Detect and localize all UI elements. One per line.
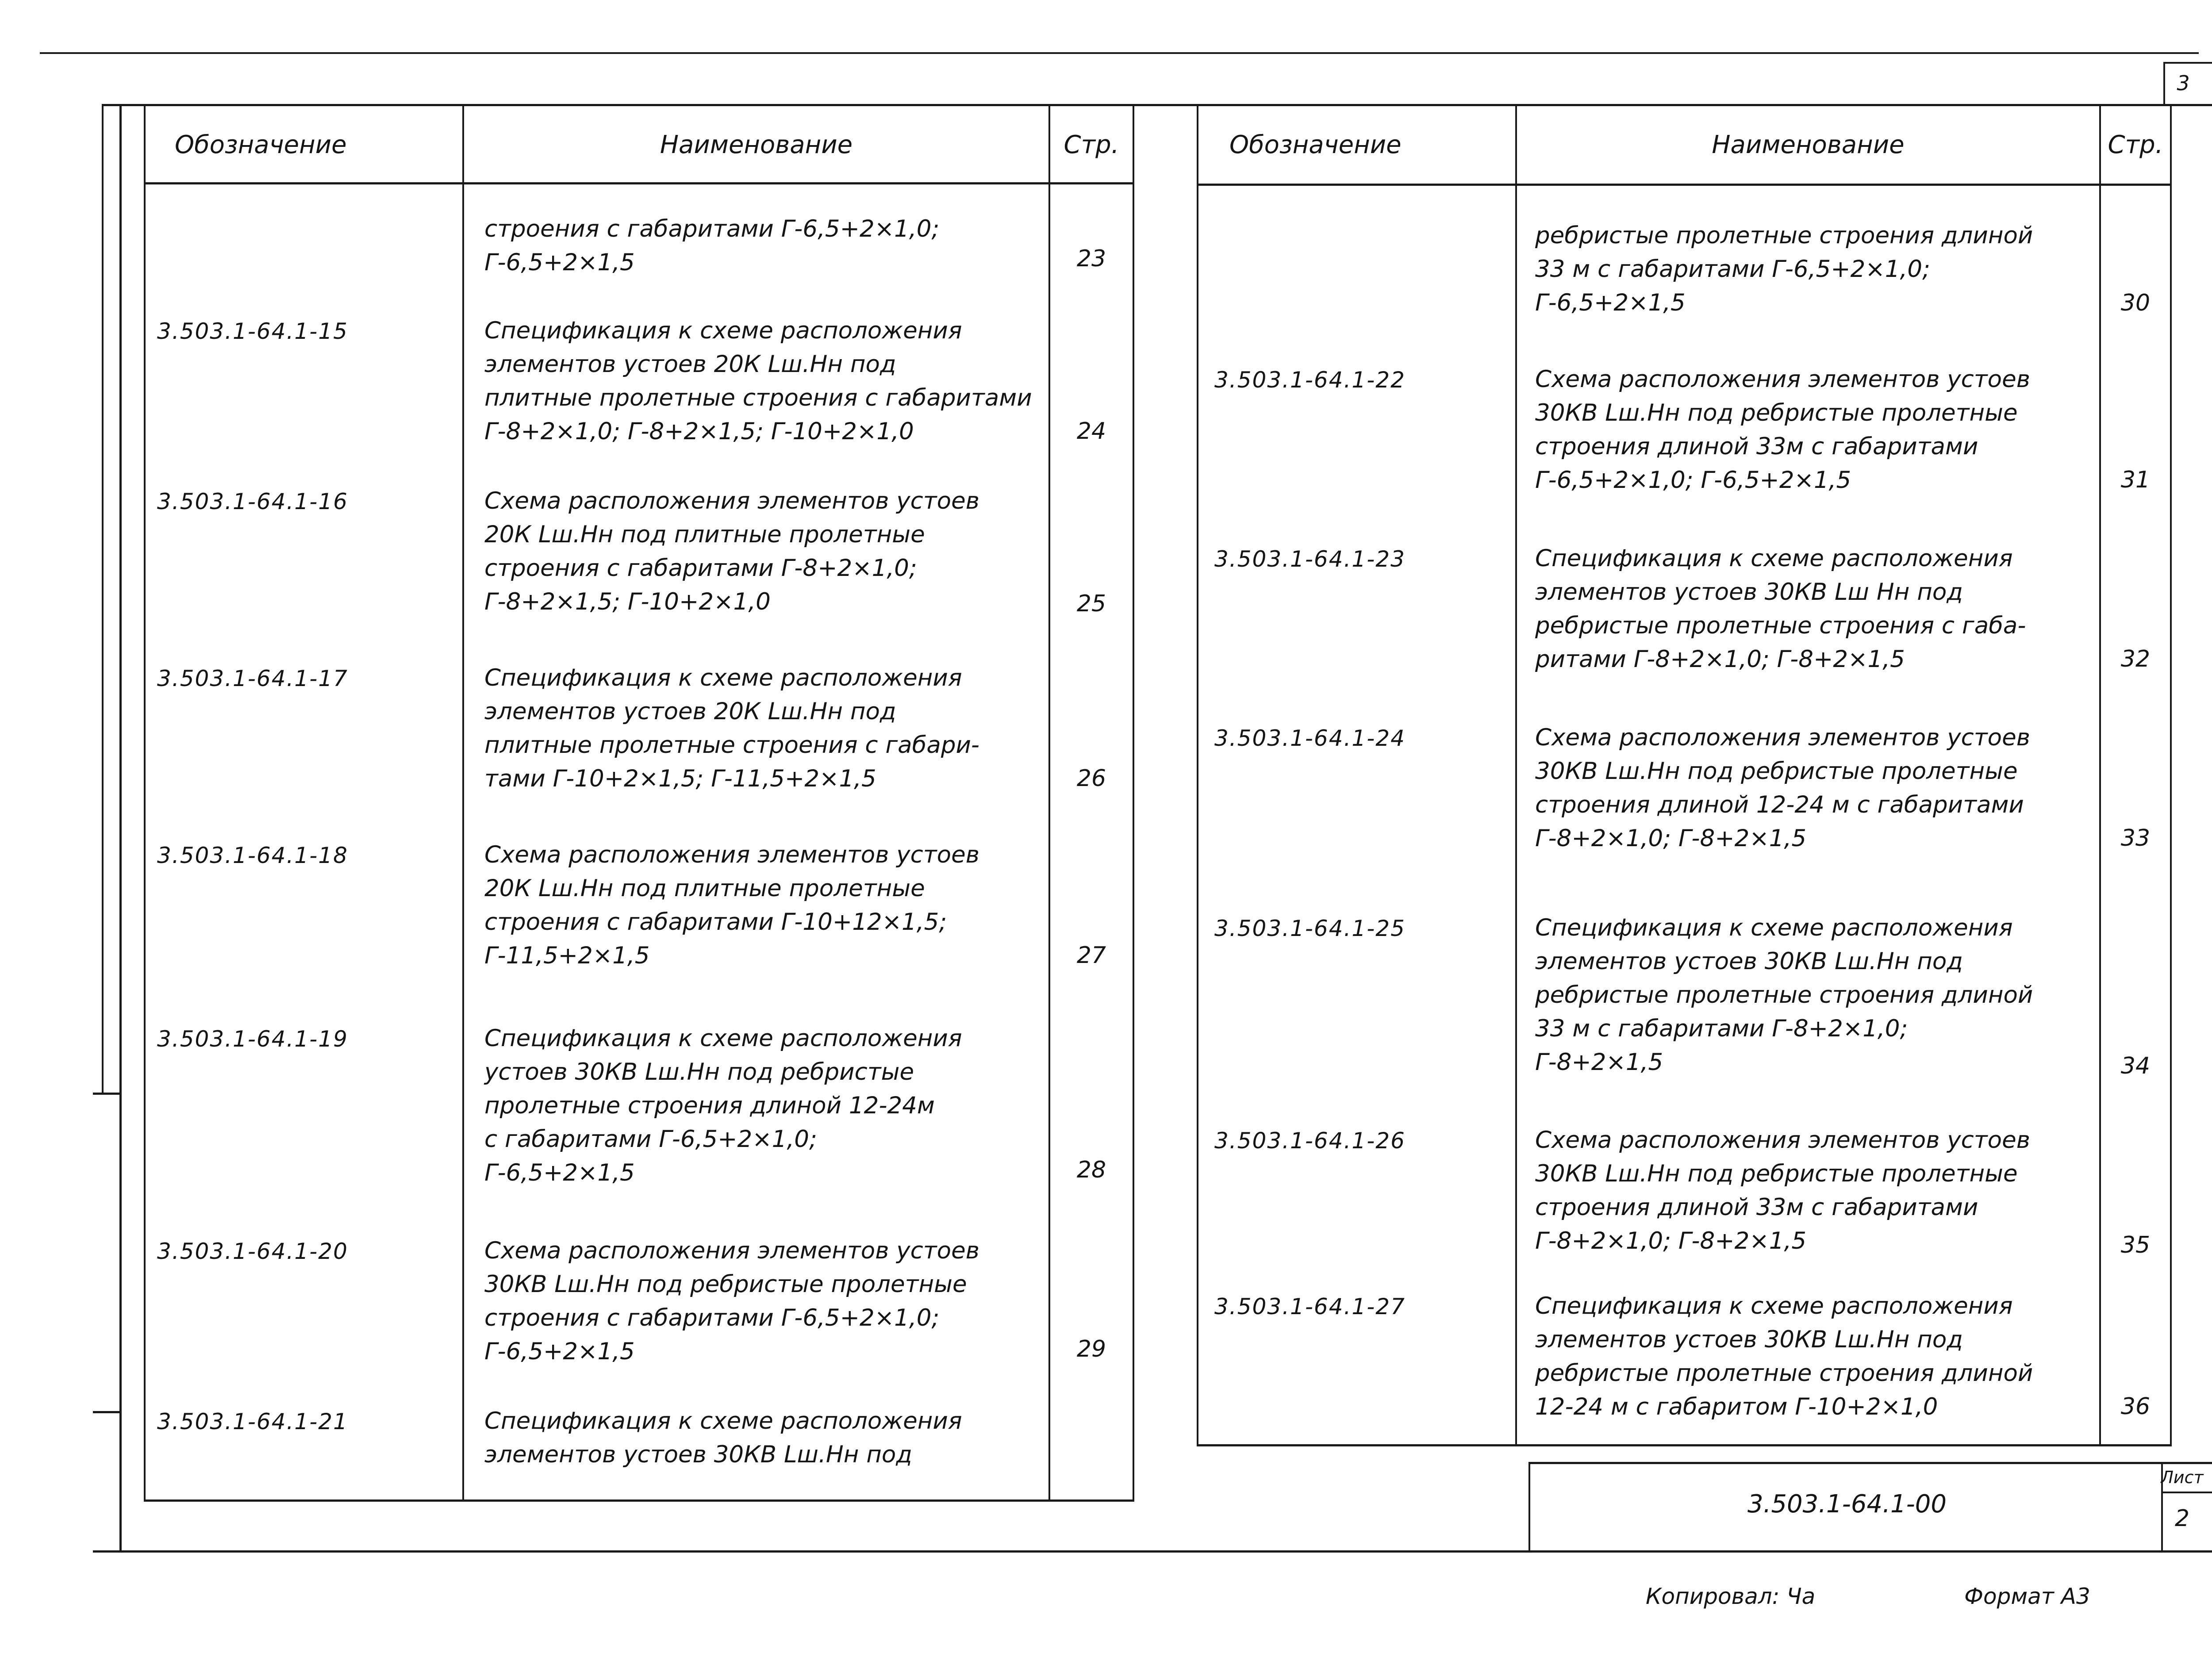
right-row-6-name: Спецификация к схеме расположения элементов устоев 30КВ Lш.Нн под ребристые пролетные строения длиной 12-24 м с габаритом Г-10+2×1,0 bbox=[1535, 1292, 2033, 1420]
left-row-6-code: 3.503.1-64.1-20 bbox=[157, 1239, 348, 1264]
left-col-line-0 bbox=[144, 106, 146, 1502]
left-row-5-name: Спецификация к схеме расположения устоев 30КВ Lш.Нн под ребристые пролетные строения длиной 12-24м с габаритами Г-6,5+2×1,0; Г-6,5+2×1,5 bbox=[484, 1025, 962, 1186]
left-tick-1 bbox=[93, 1093, 119, 1095]
sheet-number: 2 bbox=[2174, 1505, 2190, 1532]
right-row-3-page: 33 bbox=[2120, 825, 2151, 851]
left-header-page: Стр. bbox=[1064, 130, 1119, 159]
right-row-4-page: 34 bbox=[2120, 1053, 2151, 1079]
left-row-2-name: Схема расположения элементов устоев 20К Lш.Нн под плитные пролетные строения с габаритами Г-8+2×1,0; Г-8+2×1,5; Г-10+2×1,0 bbox=[484, 487, 979, 615]
right-bottom-rule bbox=[1197, 1444, 2172, 1446]
right-row-2-name: Спецификация к схеме расположения элементов устоев 30КВ Lш Нн под ребристые пролетные строения с габа- ритами Г-8+2×1,0; Г-8+2×1,5 bbox=[1535, 545, 2026, 673]
left-col-line-1 bbox=[462, 106, 464, 1502]
right-row-6-code: 3.503.1-64.1-27 bbox=[1214, 1294, 1406, 1319]
left-row-4-name: Схема расположения элементов устоев 20К Lш.Нн под плитные пролетные строения с габаритами Г-10+12×1,5; Г-11,5+2×1,5 bbox=[484, 841, 979, 969]
frame-left bbox=[119, 104, 122, 1553]
right-row-4-code: 3.503.1-64.1-25 bbox=[1214, 916, 1406, 941]
right-row-2-page: 32 bbox=[2120, 646, 2151, 672]
copied-by: Копировал: Ча bbox=[1646, 1584, 1816, 1609]
right-row-6-page: 36 bbox=[2120, 1393, 2151, 1420]
left-row-7-code: 3.503.1-64.1-21 bbox=[157, 1409, 348, 1434]
right-row-5-page: 35 bbox=[2120, 1232, 2151, 1258]
left-row-0-page: 23 bbox=[1076, 245, 1106, 272]
left-edge-line bbox=[102, 104, 104, 1093]
top-rule bbox=[40, 52, 2199, 54]
left-row-5-page: 28 bbox=[1076, 1157, 1106, 1183]
right-header-rule bbox=[1197, 184, 2172, 186]
left-row-4-code: 3.503.1-64.1-18 bbox=[157, 843, 348, 868]
left-row-2-code: 3.503.1-64.1-16 bbox=[157, 489, 348, 514]
right-header-name: Наименование bbox=[1712, 130, 1905, 159]
sheet-label: Лист bbox=[2161, 1468, 2204, 1487]
right-row-1-page: 31 bbox=[2120, 467, 2151, 493]
left-row-3-code: 3.503.1-64.1-17 bbox=[157, 666, 348, 691]
left-row-1-page: 24 bbox=[1076, 418, 1106, 445]
left-row-7-name: Спецификация к схеме расположения элементов устоев 30КВ Lш.Нн под bbox=[484, 1407, 962, 1468]
right-header-page: Стр. bbox=[2108, 130, 2163, 159]
left-col-line-2 bbox=[1048, 106, 1050, 1502]
left-row-6-page: 29 bbox=[1076, 1336, 1106, 1362]
right-row-2-code: 3.503.1-64.1-23 bbox=[1214, 546, 1406, 572]
right-row-3-code: 3.503.1-64.1-24 bbox=[1214, 725, 1406, 751]
right-col-line-3 bbox=[2170, 106, 2172, 1446]
right-row-3-name: Схема расположения элементов устоев 30КВ Lш.Нн под ребристые пролетные строения длиной 12-24 м с габаритами Г-8+2×1,0; Г-8+2×1,5 bbox=[1535, 724, 2030, 852]
left-row-3-page: 26 bbox=[1076, 765, 1106, 792]
left-header-name: Наименование bbox=[660, 130, 853, 159]
document-code: 3.503.1-64.1-00 bbox=[1747, 1489, 1947, 1519]
left-bottom-rule bbox=[144, 1499, 1134, 1502]
right-header-designation: Обозначение bbox=[1229, 130, 1402, 159]
right-row-0-name: ребристые пролетные строения длиной 33 м с габаритами Г-6,5+2×1,0; Г-6,5+2×1,5 bbox=[1535, 222, 2033, 316]
right-row-4-name: Спецификация к схеме расположения элементов устоев 30КВ Lш.Нн под ребристые пролетные строения длиной 33 м с габаритами Г-8+2×1,0; Г-8+2×1,5 bbox=[1535, 914, 2033, 1076]
left-tick-3 bbox=[93, 1550, 119, 1553]
left-tick-2 bbox=[93, 1411, 119, 1413]
left-row-1-code: 3.503.1-64.1-15 bbox=[157, 318, 348, 344]
right-row-1-name: Схема расположения элементов устоев 30КВ Lш.Нн под ребристые пролетные строения длиной 33м с габаритами Г-6,5+2×1,0; Г-6,5+2×1,5 bbox=[1535, 366, 2030, 494]
left-col-line-3 bbox=[1133, 106, 1134, 1502]
right-row-5-code: 3.503.1-64.1-26 bbox=[1214, 1128, 1406, 1154]
left-row-0-name: строения с габаритами Г-6,5+2×1,0; Г-6,5+2×1,5 bbox=[484, 215, 940, 276]
left-row-2-page: 25 bbox=[1076, 591, 1106, 617]
right-col-line-1 bbox=[1515, 106, 1517, 1446]
right-row-0-page: 30 bbox=[2120, 290, 2151, 316]
left-row-6-name: Схема расположения элементов устоев 30КВ Lш.Нн под ребристые пролетные строения с габаритами Г-6,5+2×1,0; Г-6,5+2×1,5 bbox=[484, 1237, 979, 1365]
right-col-line-0 bbox=[1197, 106, 1198, 1446]
left-header-designation: Обозначение bbox=[175, 130, 347, 159]
left-row-5-code: 3.503.1-64.1-19 bbox=[157, 1026, 348, 1052]
left-row-3-name: Спецификация к схеме расположения элементов устоев 20К Lш.Нн под плитные пролетные строения с габари- тами Г-10+2×1,5; Г-11,5+2×1,5 bbox=[484, 664, 980, 792]
left-row-1-name: Спецификация к схеме расположения элементов устоев 20К Lш.Нн под плитные пролетные строения с габаритами Г-8+2×1,0; Г-8+2×1,5; Г-10+2×1,0 bbox=[484, 317, 1032, 445]
right-row-1-code: 3.503.1-64.1-22 bbox=[1214, 367, 1406, 393]
frame-bottom bbox=[119, 1550, 2212, 1553]
left-row-4-page: 27 bbox=[1076, 942, 1106, 969]
paper-format: Формат А3 bbox=[1964, 1584, 2090, 1609]
sheet-corner-number: 3 bbox=[2177, 71, 2190, 95]
right-row-5-name: Схема расположения элементов устоев 30КВ Lш.Нн под ребристые пролетные строения длиной 33м с габаритами Г-8+2×1,0; Г-8+2×1,5 bbox=[1535, 1127, 2030, 1254]
